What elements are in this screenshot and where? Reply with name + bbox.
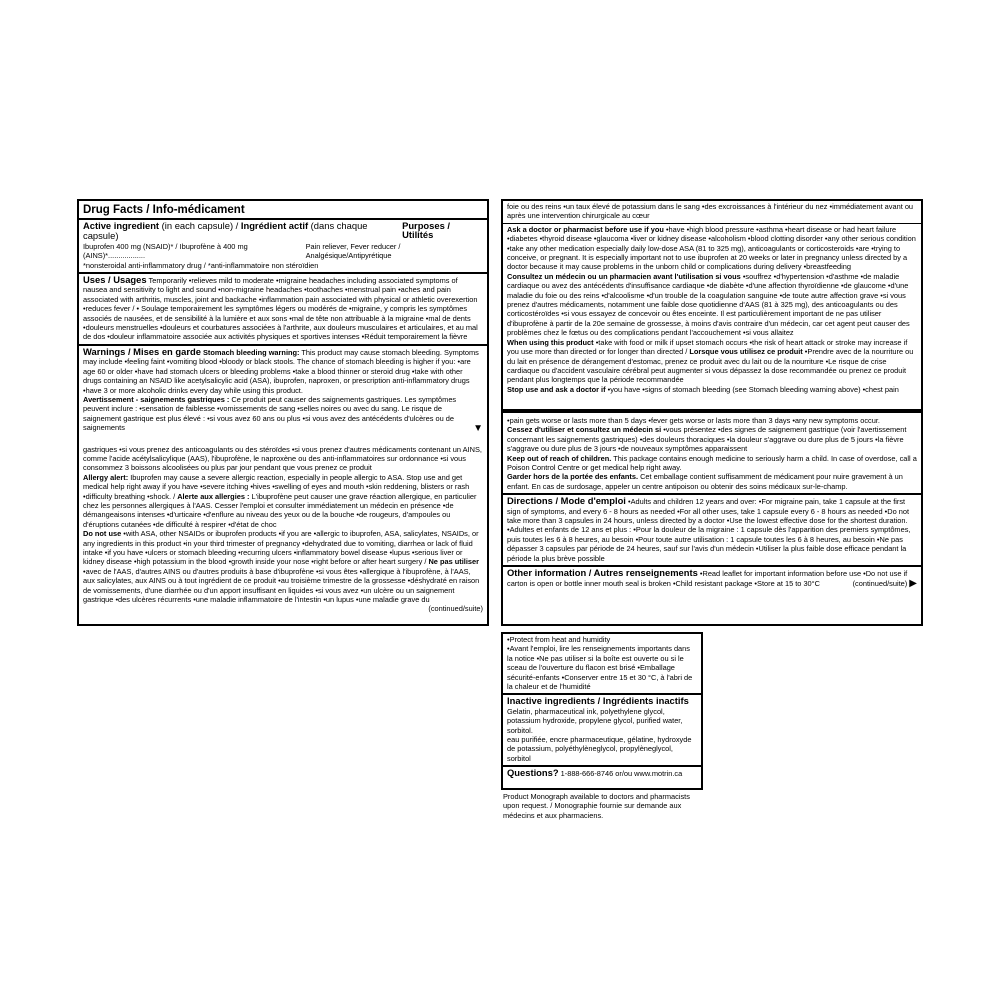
questions-section <box>503 765 701 780</box>
drug-facts-panel-4: •Protect from heat and humidity •Avant l'emploi, lire les renseignements importants dans la notice •Ne pas utiliser si la boîte est ouverte ou si le sceau de l'ouverture du flacon est brisé •Emballage sécurité-enfants •Conserver entre 15 et 30 °C, à l'abri de la chaleur et de l'humidité Inactive ingredients / Ingrédients inactifs Gelatin, pharmaceutical ink, polyethylene glycol, potassium hydroxide, propylene glycol, purified water, sorbitol. eau purifiée, encre pharmaceutique, gélatine, hydroxyde de potassium, polyéthylèneglycol, propylèneglycol, sorbitol Questions? 1-888-666-8746 or/ou www.motrin.ca <box>501 632 703 790</box>
panel2-top-text: foie ou des reins •un taux élevé de potassium dans le sang •des excroissances à l'intérieur du nez •immédiatement avant ou après une intervention chirurgicale au cœur <box>507 202 914 221</box>
panel3-top-text: •pain gets worse or lasts more than 5 days •fever gets worse or lasts more than 3 days •any new symptoms occur. <box>507 416 880 425</box>
warnings-continued-text: gastriques •si vous prenez des anticoagulants ou des stéroïdes •si vous prenez d'autres médicaments contenant un AINS, comme l'acide acétylsalicylique (AAS), l'ibuprofène, le naproxène ou des anti-inflammatoires sur ordonnance •si vous consommez 3 boissons alcoolisées ou plus par jour pendant que vous prenez ce produit <box>83 444 482 473</box>
directions-heading: Directions / Mode d'emploi <box>507 495 626 507</box>
nsaid-footnote: *nonsteroidal anti-inflammatory drug / *anti-inflammatoire non stéroïdien <box>83 260 319 270</box>
active-ingredient-line: Ibuprofen 400 mg (NSAID)* / Ibuprofène à 400 mg (AINS)*.................. Pain reliever, Fever reducer / Analgésique/Antipyrétique <box>83 241 401 261</box>
inactive-ingredients-section: Inactive ingredients / Ingrédients inactifs Gelatin, pharmaceutical ink, polyethylene glycol, potassium hydroxide, propylene glycol, purified water, sorbitol. eau purifiée, encre pharmaceutique, gélatine, hydroxyde de potassium, polyéthylèneglycol, propylèneglycol, sorbitol <box>503 693 701 765</box>
other-information-section: Other information / Autres renseignements •Read leaflet for important information before use •Do not use if carton is open or bottle inner mouth seal is broken •Child resistant package •Store at 15 to 30°C (continued/suite) ▶ <box>503 565 921 590</box>
continued-label: (continued/suite) <box>852 578 908 588</box>
ask-doctor-section: Ask a doctor or pharmacist before use if you •have •high blood pressure •asthma •heart disease or had heart failure •diabetes •thyroid disease •glaucoma •liver or kidney disease •alcoholism •blood clotting disorder •any other serious condition •take any other medication especially daily low-dose ASA (81 to 325 mg), anticoagulants or corticosteroids •are •trying to conceive, or pregnant. It is especially important not to use ibuprofen at 20 weeks or later in pregnancy unless directed by a doctor because it may cause problems in the unborn child or complications during delivery •breastfeeding Consultez un médecin ou un pharmacien avant l'utilisation si vous •souffrez •d'hypertension •d'asthme •de maladie cardiaque ou avez des antécédents d'insuffisance cardiaque •de diabète •d'une affection thyroïdienne •de glaucome •d'une maladie du foie ou des reins •d'alcoolisme •d'un trouble de la coagulation sanguine •de toute autre affection grave •si vous prenez d'autres médicaments, notamment une faible dose quotidienne d'AAS (81 à 325 mg), des anticoagulants ou des corticostéroïdes •si vous essayez de concevoir ou êtes enceinte. Il est particulièrement important de ne pas utiliser d'ibuprofène à partir de la 20e semaine de grossesse, à moins d'avis contraire d'un médecin, car cet agent peut causer des problèmes chez le fœtus ou des complications pendant l'accouchement •si vous allaitez When using this product •take with food or milk if upset stomach occurs •the risk of heart attack or stroke may increase if you use more than directed or for longer than directed / Lorsque vous utilisez ce produit •Prendre avec de la nourriture ou du lait en présence de dérangement d'estomac, prenez ce produit avec du lait ou de la nourriture •Le risque de crise cardiaque ou d'accident vasculaire cérébral peut augmenter si vous dépassez la dose recommandée ou prenez ce produit pendant plus longtemps que la période recommandée Stop use and ask a doctor if •you have •signs of stomach bleeding (see Stomach bleeding warning above) •chest pain <box>503 223 921 396</box>
other-information-heading: Other information / Autres renseignements <box>507 567 698 579</box>
active-ingredient-header: Active ingredient (in each capsule) / Ingrédient actif (dans chaque capsule) Purposes / Utilités <box>83 221 483 242</box>
purposes-heading: Purposes / Utilités <box>402 220 451 241</box>
questions-heading: Questions? <box>507 767 559 779</box>
product-monograph-note: Product Monograph available to doctors and pharmacists upon request. / Monographie fournie sur demande aux médecins et aux pharmaciens. <box>503 792 690 820</box>
drug-facts-panel-2 <box>501 199 923 411</box>
active-ingredient-section <box>79 218 487 272</box>
warnings-heading: Warnings / Mises en garde <box>83 345 201 357</box>
right-arrow-icon: ▶ <box>909 577 917 589</box>
uses-text: Temporarily •relieves mild to moderate •migraine headaches including associated symptoms of nausea and sensitivity to light and sound •non-migraine headaches •toothaches •menstrual pain •aches and pain associated with arthritis, muscles, joint and backache •inflammation pain associated with physical or athletic overexertion •reduces fever / • Soulage temporairement les symptômes légers ou modérés de •migraine, y compris les symptômes associés de nausées, et de sensibilité à la lumière et aux sons •mal de tête non attribuable à la migraine •mal de dents •douleurs menstruelles •douleurs et courbatures associées à l'arthrite, aux douleurs musculaires et articulaires, et au mal de dos •douleur inflammatoire associée aux activités physiques et sportives intenses •Réduit temporairement la fièvre <box>83 276 478 342</box>
warnings-section: Warnings / Mises en garde Stomach bleeding warning: This product may cause stomach bleeding. Symptoms may include •feeling faint •vomiting blood •bloody or black stools. The chance of stomach bleeding is higher if you: •are age 60 or older •have had stomach ulcers or bleeding problems •take a blood thinner or steroid drug •take with other drugs containing an NSAID like acetylsalicylic acid (ASA), ibuprofen, naproxen, or prescription anti-inflammatory drugs •have 3 or more alcoholic drinks every day while using this product. Avertissement - saignements gastriques : Ce produit peut causer des saignements gastriques. Les symptômes peuvent inclure : •sensation de faiblesse •vomissements de sang •selles noires ou avec du sang. Le risque de saignement gastrique est plus élevé : •si vous avez 60 ans ou plus •si vous avez des antécédents d'ulcères ou de saignements ▼ gastriques •si vous prenez des anticoagulants ou des stéroïdes •si vous prenez d'autres médicaments contenant un AINS, comme l'acide acétylsalicylique (AAS), l'ibuprofène, le naproxène ou des anti-inflammatoires sur ordonnance •si vous consommez 3 boissons alcoolisées ou plus par jour pendant que vous prenez ce produit Allergy alert: Ibuprofen may cause a severe allergic reaction, especially in people allergic to ASA. Stop use and get medical help right away if you have •severe itching •hives •swelling of eyes and mouth •skin reddening, blisters or rash •difficulty breathing •shock. / Alerte aux allergies : L'ibuprofène peut causer une grave réaction allergique, en particulier chez les personnes allergiques à l'AAS. Cesser l'emploi et consulter immédiatement un médecin en présence •de démangeaisons intenses •d'urticaire •d'enflure au niveau des yeux ou de la bouche •de rougeurs, d'ampoules ou d'éruptions cutanées •de difficulté à respirer •d'état de choc Do not use •with ASA, other NSAIDs or ibuprofen products •if you are •allergic to ibuprofen, ASA, salicylates, NSAIDs, or any ingredients in this product •in your third trimester of pregnancy •dehydrated due to vomiting, diarrhea or lack of fluid intake •if you have •ulcers or stomach bleeding •recurring ulcers •inflammatory bowel disease •lupus •serious liver or kidney disease •high potassium in the blood •growth inside your nose •right before or after heart surgery / Ne pas utiliser •avec de l'AAS, d'autres AINS ou d'autres produits à base d'ibuprofène •si vous êtes •allergique à l'ibuprofène, à l'AAS, aux salicylates, aux AINS ou à tout ingrédient de ce produit •au troisième trimestre de la grossesse •déshydraté en raison de vomissements, d'une diarrhée ou d'un apport insuffisant en liquides •si vous avez •un ulcère ou un saignement gastrique •des ulcères récurrents •une maladie inflammatoire de l'intestin •un lupus •une maladie grave du (continued/suite) <box>79 344 487 607</box>
drug-facts-panel-1 <box>77 199 489 626</box>
active-ingredient-heading: Active ingredient <box>83 220 160 231</box>
inactive-ingredients-heading: Inactive ingredients / Ingrédients inactifs <box>507 695 689 707</box>
directions-section: Directions / Mode d'emploi •Adults and children 12 years and over: •For migraine pain, take 1 capsule at the first sign of symptoms, and every 6 - 8 hours as needed •For all other uses, take 1 capsule every 6 - 8 hours as needed •Do not take more than 3 capsules in 24 hours, unless directed by a doctor •Use the lowest effective dose for the shortest duration. •Adultes et enfants de 12 ans et plus : •Pour la douleur de la migraine : 1 capsule dès l'apparition des premiers symptômes, puis toutes les 6 à 8 heures, au besoin •Pour toute autre utilisation : 1 capsule toutes les 6 à 8 heures, au besoin •Ne pas dépasser 3 capsules par période de 24 heures, sauf sur l'avis d'un médecin •Utiliser la plus faible dose efficace pendant la période la plus brève possible <box>503 493 921 565</box>
questions-contact: 1-888-666-8746 or/ou www.motrin.ca <box>558 769 683 779</box>
uses-section <box>79 272 487 344</box>
continued-label: (continued/suite) <box>428 604 483 614</box>
down-arrow-icon: ▼ <box>473 422 483 434</box>
uses-heading: Uses / Usages <box>83 274 147 286</box>
drug-facts-panel-3: •pain gets worse or lasts more than 5 days •fever gets worse or lasts more than 3 days •any new symptoms occur. Cessez d'utiliser et consultez un médecin si •vous présentez •des signes de saignement gastrique (voir l'avertissement concernant les saignements gastriques) •des douleurs thoraciques •la douleur s'aggrave ou dure plus de 5 jours •la fièvre s'aggrave ou dure plus de 3 jours •de nouveaux symptômes apparaissent Keep out of reach of children. This package contains enough medicine to seriously harm a child. In case of overdose, call a Poison Control Centre or get medical help right away. Garder hors de la portée des enfants. Cet emballage contient suffisamment de médicament pour nuire gravement à un enfant. En cas de surdosage, appeler un centre antipoison ou obtenir des soins médicaux sur-le-champ. Directions / Mode d'emploi •Adults and children 12 years and over: •For migraine pain, take 1 capsule at the first sign of symptoms, and every 6 - 8 hours as needed •For all other uses, take 1 capsule every 6 - 8 hours as needed •Do not take more than 3 capsules in 24 hours, unless directed by a doctor •Use the lowest effective dose for the shortest duration. •Adultes et enfants de 12 ans et plus : •Pour la douleur de la migraine : 1 capsule dès l'apparition des premiers symptômes, puis toutes les 6 à 8 heures, au besoin •Pour toute autre utilisation : 1 capsule toutes les 6 à 8 heures, au besoin •Ne pas dépasser 3 capsules par période de 24 heures, sauf sur l'avis d'un médecin •Utiliser la plus faible dose efficace pendant la période la plus brève possible Other information / Autres renseignements •Read leaflet for important information before use •Do not use if carton is open or bottle inner mouth seal is broken •Child resistant package •Store at 15 to 30°C (continued/suite) ▶ <box>501 411 923 626</box>
drug-facts-title: Drug Facts / Info-médicament <box>83 204 245 216</box>
